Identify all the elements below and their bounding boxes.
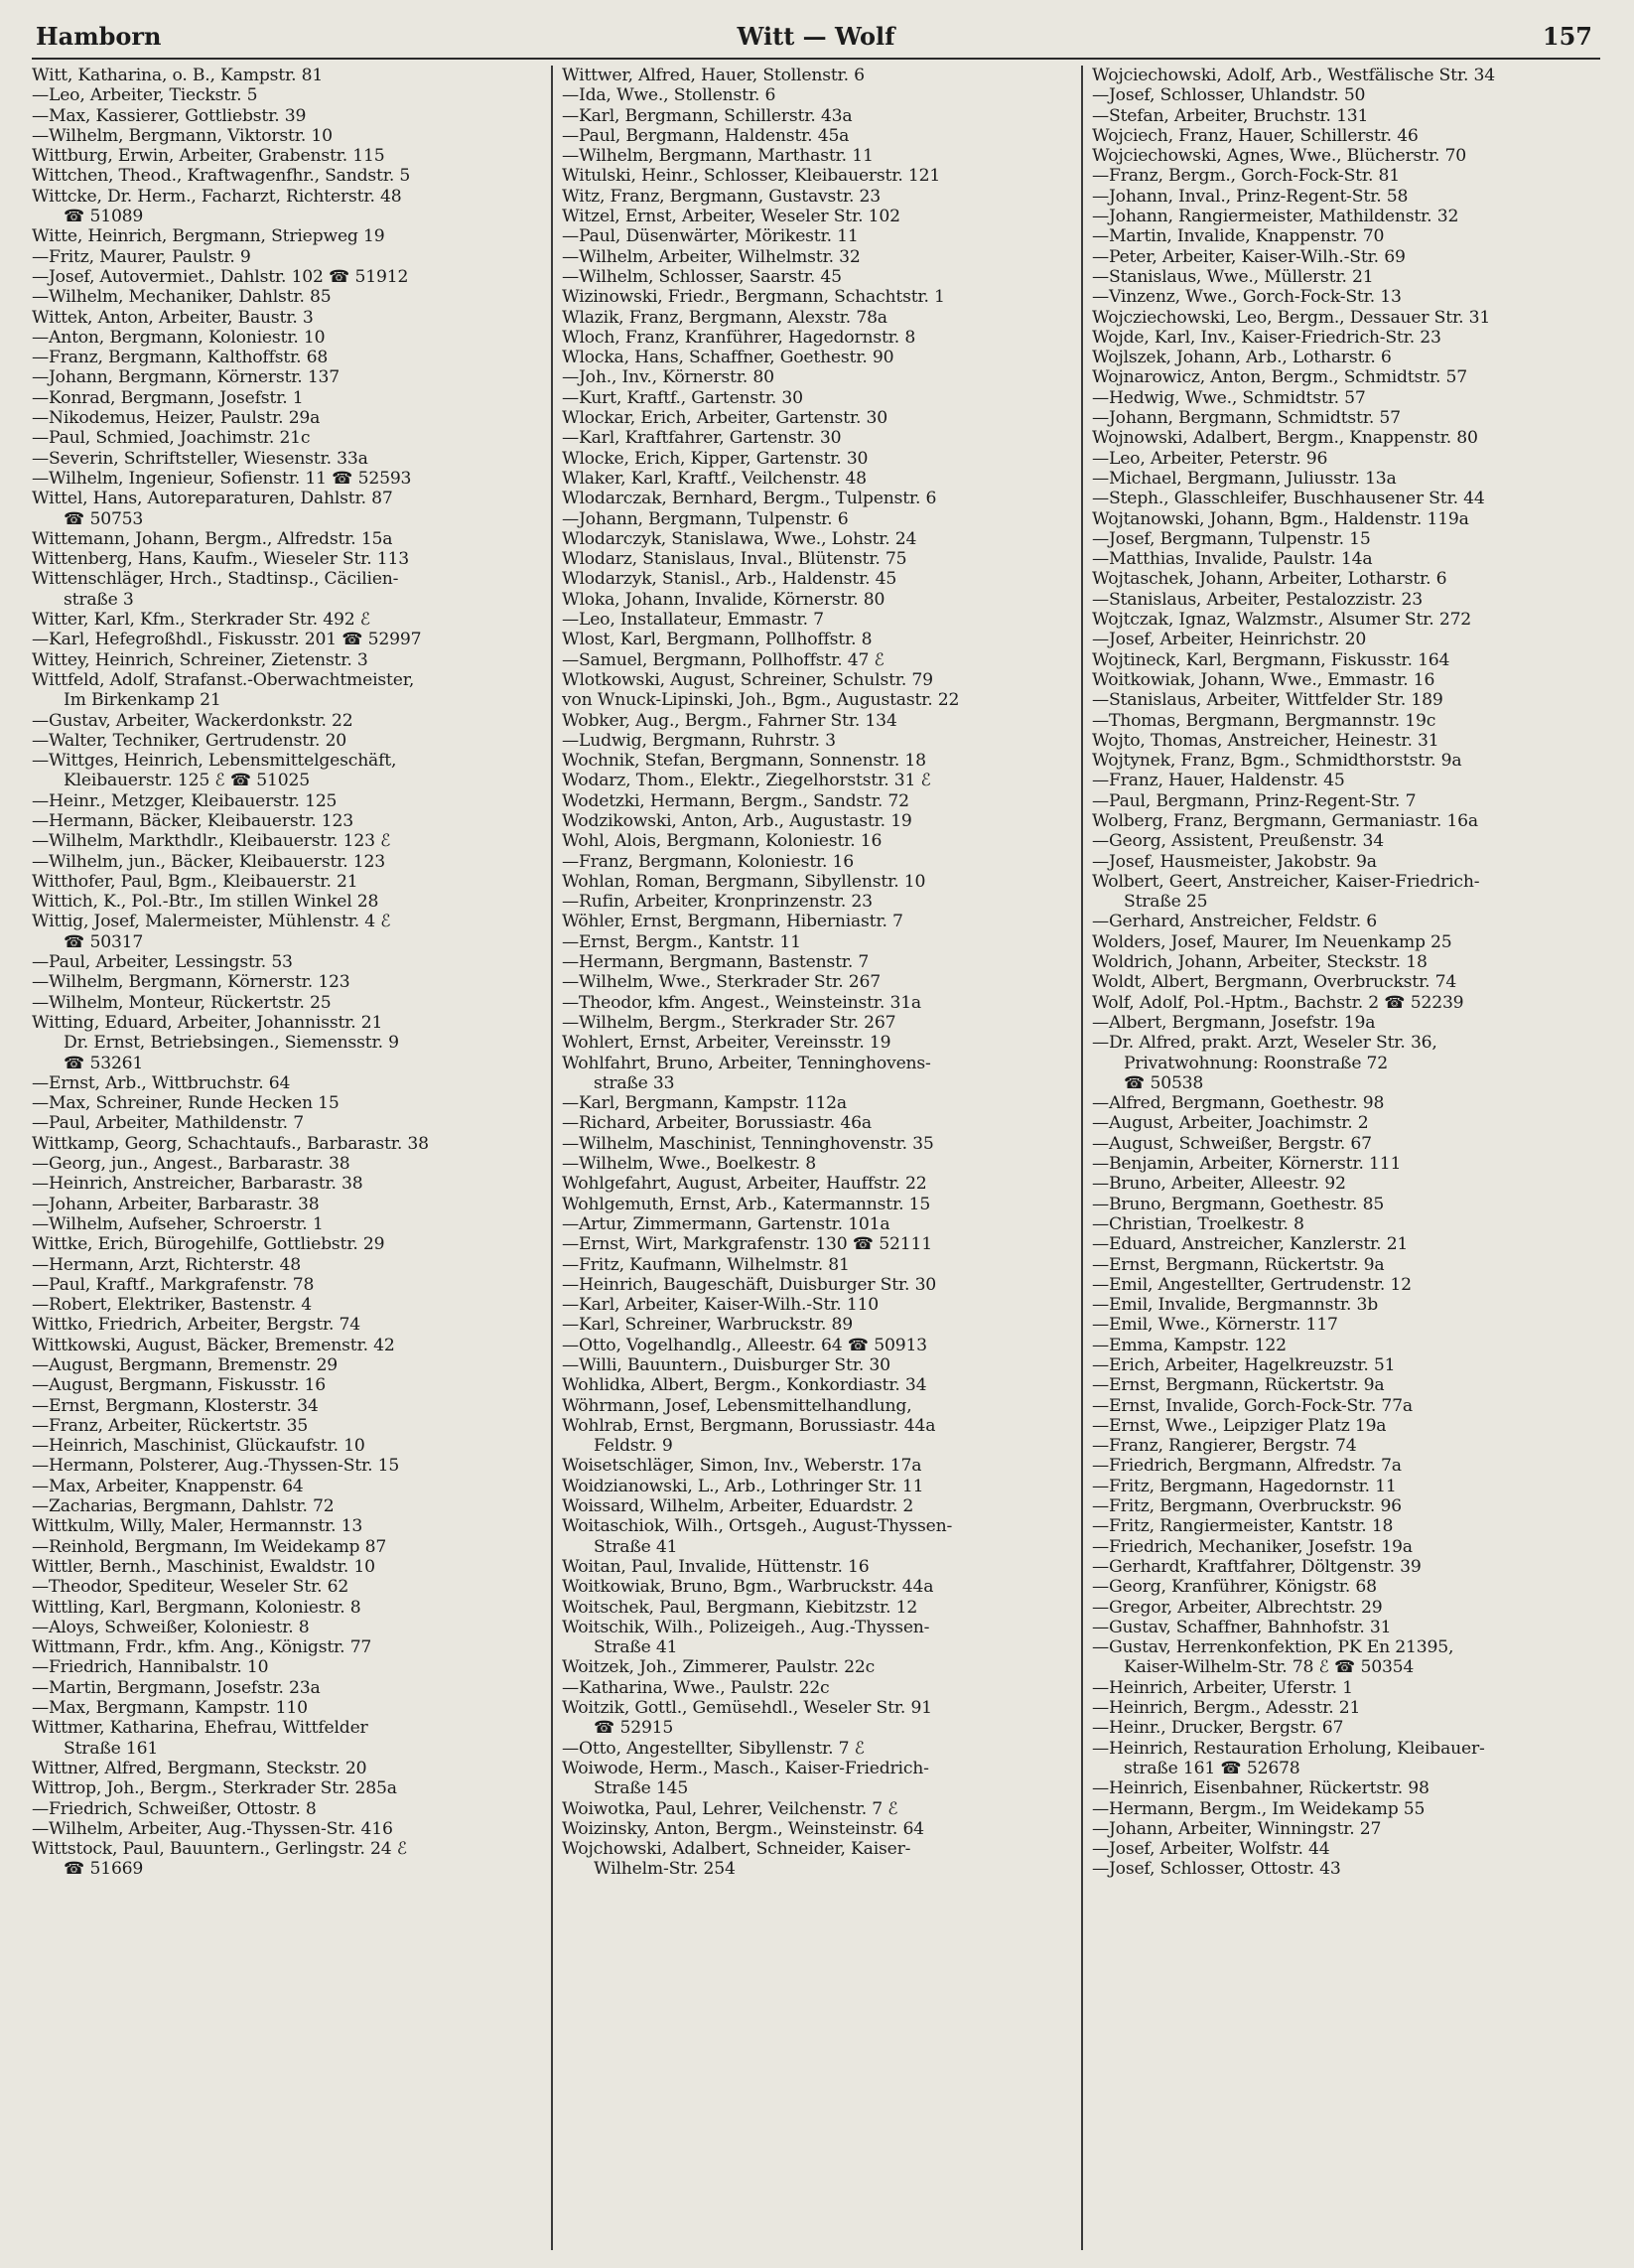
directory-entry: Witthofer, Paul, Bgm., Kleibauerstr. 21 xyxy=(32,871,358,892)
directory-entry: —Richard, Arbeiter, Borussiastr. 46a xyxy=(562,1113,872,1134)
directory-entry: Wizinowski, Friedr., Bergmann, Schachtstr. 1 xyxy=(562,287,945,308)
directory-entry: Wittemann, Johann, Bergm., Alfredstr. 15a xyxy=(32,528,393,549)
directory-entry: Woitan, Paul, Invalide, Hüttenstr. 16 xyxy=(562,1556,870,1577)
directory-entry: —Max, Schreiner, Runde Hecken 15 xyxy=(32,1093,340,1114)
directory-entry: Wittmann, Frdr., kfm. Ang., Königstr. 77 xyxy=(32,1637,372,1658)
directory-entry: —Severin, Schriftsteller, Wiesenstr. 33a xyxy=(32,448,368,469)
directory-entry: Wochnik, Stefan, Bergmann, Sonnenstr. 18 xyxy=(562,751,926,772)
directory-entry: Feldstr. 9 xyxy=(594,1436,673,1457)
directory-entry: —Josef, Schlosser, Uhlandstr. 50 xyxy=(1092,85,1366,106)
directory-entry: —Fritz, Bergmann, Hagedornstr. 11 xyxy=(1092,1476,1397,1496)
directory-entry: Wittkowski, August, Bäcker, Bremenstr. 42 xyxy=(32,1335,395,1355)
directory-entry: —Heinrich, Maschinist, Glückaufstr. 10 xyxy=(32,1436,365,1457)
directory-entry: —Hermann, Arzt, Richterstr. 48 xyxy=(32,1254,301,1275)
directory-entry: —Nikodemus, Heizer, Paulstr. 29a xyxy=(32,408,321,429)
directory-entry: Wöhrmann, Josef, Lebensmittelhandlung, xyxy=(562,1395,912,1416)
directory-entry: Wlodarz, Stanislaus, Inval., Blütenstr. 75 xyxy=(562,549,907,570)
directory-entry: Woitschek, Paul, Bergmann, Kiebitzstr. 12 xyxy=(562,1597,918,1618)
directory-entry: —August, Bergmann, Bremenstr. 29 xyxy=(32,1355,339,1375)
directory-entry: Wittwer, Alfred, Hauer, Stollenstr. 6 xyxy=(562,66,865,85)
directory-entry: —Johann, Arbeiter, Winningstr. 27 xyxy=(1092,1818,1382,1839)
directory-entry: —Emil, Wwe., Körnerstr. 117 xyxy=(1092,1315,1338,1336)
directory-entry: —Wilhelm, Bergm., Sterkrader Str. 267 xyxy=(562,1012,896,1033)
directory-entry: —Emil, Invalide, Bergmannstr. 3b xyxy=(1092,1295,1379,1316)
directory-entry: straße 3 xyxy=(64,589,134,610)
directory-entry: Wojciechowski, Agnes, Wwe., Blücherstr. 70 xyxy=(1092,146,1466,167)
directory-entry: Wolf, Adolf, Pol.-Hptm., Bachstr. 2 ☎ 52239 xyxy=(1092,992,1464,1013)
directory-entry: —Vinzenz, Wwe., Gorch-Fock-Str. 13 xyxy=(1092,287,1402,308)
directory-entry: Witter, Karl, Kfm., Sterkrader Str. 492 ℰ xyxy=(32,610,370,631)
directory-entry: Wobker, Aug., Bergm., Fahrner Str. 134 xyxy=(562,710,897,731)
directory-entry: —Stanislaus, Arbeiter, Pestalozzistr. 23 xyxy=(1092,589,1423,610)
directory-entry: Straße 25 xyxy=(1124,892,1208,913)
directory-entry: —Dr. Alfred, prakt. Arzt, Weseler Str. 36, xyxy=(1092,1033,1437,1054)
directory-entry: —Paul, Düsenwärter, Mörikestr. 11 xyxy=(562,226,859,247)
directory-entry: —Zacharias, Bergmann, Dahlstr. 72 xyxy=(32,1496,335,1517)
directory-entry: —Wilhelm, Wwe., Boelkestr. 8 xyxy=(562,1154,816,1175)
directory-entry: ☎ 51669 xyxy=(64,1859,144,1880)
directory-entry: Wittstock, Paul, Bauuntern., Gerlingstr. 24 ℰ xyxy=(32,1839,407,1860)
directory-entry: —August, Schweißer, Bergstr. 67 xyxy=(1092,1133,1372,1154)
header-city: Hamborn xyxy=(36,22,162,51)
directory-entry: —Alfred, Bergmann, Goethestr. 98 xyxy=(1092,1093,1385,1114)
directory-entry: —Thomas, Bergmann, Bergmannstr. 19c xyxy=(1092,710,1436,731)
directory-entry: —Friedrich, Hannibalstr. 10 xyxy=(32,1657,269,1678)
directory-entry: —Karl, Bergmann, Kampstr. 112a xyxy=(562,1093,847,1114)
directory-entry: Woldrich, Johann, Arbeiter, Steckstr. 18 xyxy=(1092,952,1428,973)
directory-entry: Wlockar, Erich, Arbeiter, Gartenstr. 30 xyxy=(562,408,887,429)
directory-entry: —Hedwig, Wwe., Schmidtstr. 57 xyxy=(1092,387,1366,408)
directory-entry: —Heinr., Drucker, Bergstr. 67 xyxy=(1092,1718,1344,1739)
directory-entry: —Wilhelm, Maschinist, Tenninghovenstr. 35 xyxy=(562,1133,934,1154)
directory-entry: —Albert, Bergmann, Josefstr. 19a xyxy=(1092,1012,1376,1033)
directory-entry: Wohlan, Roman, Bergmann, Sibyllenstr. 10 xyxy=(562,871,926,892)
directory-entry: Wittling, Karl, Bergmann, Koloniestr. 8 xyxy=(32,1597,361,1618)
directory-entry: Wittey, Heinrich, Schreiner, Zietenstr. 3 xyxy=(32,649,368,670)
directory-entry: Wohlgemuth, Ernst, Arb., Katermannstr. 15 xyxy=(562,1194,931,1214)
directory-entry: von Wnuck-Lipinski, Joh., Bgm., Augustastr. 22 xyxy=(562,690,960,711)
directory-entry: —Wilhelm, Arbeiter, Wilhelmstr. 32 xyxy=(562,246,861,267)
directory-entry: ☎ 52915 xyxy=(594,1718,674,1739)
directory-entry: Witte, Heinrich, Bergmann, Striepweg 19 xyxy=(32,226,385,247)
directory-entry: Wlocka, Hans, Schaffner, Goethestr. 90 xyxy=(562,348,894,368)
directory-entry: Dr. Ernst, Betriebsingen., Siemensstr. 9 xyxy=(64,1033,399,1054)
directory-entry: —Josef, Hausmeister, Jakobstr. 9a xyxy=(1092,851,1377,872)
directory-entry: —Hermann, Polsterer, Aug.-Thyssen-Str. 15 xyxy=(32,1456,400,1477)
page-number: 157 xyxy=(1542,22,1592,51)
directory-entry: —Wilhelm, Ingenieur, Sofienstr. 11 ☎ 52593 xyxy=(32,468,412,489)
directory-entry: —Wilhelm, Mechaniker, Dahlstr. 85 xyxy=(32,287,332,308)
directory-entry: Wlodarczyk, Stanislawa, Wwe., Lohstr. 24 xyxy=(562,528,917,549)
directory-entry: Kaiser-Wilhelm-Str. 78 ℰ ☎ 50354 xyxy=(1124,1657,1415,1678)
directory-entry: —Heinrich, Eisenbahner, Rückertstr. 98 xyxy=(1092,1778,1430,1799)
directory-entry: —Johann, Bergmann, Körnerstr. 137 xyxy=(32,367,340,388)
directory-entry: Wlaker, Karl, Kraftf., Veilchenstr. 48 xyxy=(562,468,867,489)
directory-entry: —Ernst, Bergm., Kantstr. 11 xyxy=(562,931,801,952)
directory-entry: —Johann, Bergmann, Tulpenstr. 6 xyxy=(562,508,849,529)
directory-entry: —Hermann, Bäcker, Kleibauerstr. 123 xyxy=(32,810,354,831)
directory-entry: ☎ 51089 xyxy=(64,207,144,227)
directory-entry: —Fritz, Rangiermeister, Kantstr. 18 xyxy=(1092,1516,1394,1537)
directory-entry: —Wilhelm, Monteur, Rückertstr. 25 xyxy=(32,992,332,1013)
directory-entry: Wittenschläger, Hrch., Stadtinsp., Cäcilien- xyxy=(32,569,399,590)
directory-entry: Witt, Katharina, o. B., Kampstr. 81 xyxy=(32,66,324,85)
directory-entry: —Franz, Rangierer, Bergstr. 74 xyxy=(1092,1436,1357,1457)
directory-entry: —Steph., Glasschleifer, Buschhausener Str. 44 xyxy=(1092,489,1485,509)
directory-entry: Wojnarowicz, Anton, Bergm., Schmidtstr. 57 xyxy=(1092,367,1467,388)
directory-entry: Woidzianowski, L., Arb., Lothringer Str. 11 xyxy=(562,1476,924,1496)
directory-entry: —Heinrich, Anstreicher, Barbarastr. 38 xyxy=(32,1174,363,1195)
directory-entry: Privatwohnung: Roonstraße 72 xyxy=(1124,1053,1389,1073)
directory-entry: straße 161 ☎ 52678 xyxy=(1124,1758,1300,1778)
directory-entry: —Emma, Kampstr. 122 xyxy=(1092,1335,1287,1355)
directory-entry: —August, Bergmann, Fiskusstr. 16 xyxy=(32,1375,327,1396)
directory-entry: Wojtczak, Ignaz, Walzmstr., Alsumer Str. 272 xyxy=(1092,610,1472,631)
directory-entry: —Theodor, kfm. Angest., Weinsteinstr. 31a xyxy=(562,992,921,1013)
directory-entry: —Georg, Kranführer, Königstr. 68 xyxy=(1092,1577,1377,1598)
directory-entry: ☎ 50753 xyxy=(64,508,144,529)
directory-entry: —Max, Arbeiter, Knappenstr. 64 xyxy=(32,1476,304,1496)
directory-entry: Wojto, Thomas, Anstreicher, Heinestr. 31 xyxy=(1092,730,1439,751)
directory-entry: Wojciech, Franz, Hauer, Schillerstr. 46 xyxy=(1092,125,1419,146)
directory-entry: Woitaschiok, Wilh., Ortsgeh., August-Thyssen- xyxy=(562,1516,953,1537)
directory-entry: —Ernst, Bergmann, Rückertstr. 9a xyxy=(1092,1254,1385,1275)
directory-entry: —Wilhelm, Arbeiter, Aug.-Thyssen-Str. 416 xyxy=(32,1818,393,1839)
directory-entry: Wittkulm, Willy, Maler, Hermannstr. 13 xyxy=(32,1516,363,1537)
directory-entry: Wittcke, Dr. Herm., Facharzt, Richterstr. 48 xyxy=(32,186,402,207)
directory-entry: —Peter, Arbeiter, Kaiser-Wilh.-Str. 69 xyxy=(1092,246,1406,267)
directory-entry: Witulski, Heinr., Schlosser, Kleibauerstr. 121 xyxy=(562,166,941,187)
directory-columns xyxy=(32,66,1602,2250)
directory-entry: —Bruno, Arbeiter, Alleestr. 92 xyxy=(1092,1174,1346,1195)
directory-entry: —Martin, Invalide, Knappenstr. 70 xyxy=(1092,226,1385,247)
directory-entry: —Friedrich, Schweißer, Ottostr. 8 xyxy=(32,1798,317,1819)
directory-entry: Kleibauerstr. 125 ℰ ☎ 51025 xyxy=(64,771,310,791)
directory-entry: —Wilhelm, Bergmann, Viktorstr. 10 xyxy=(32,125,333,146)
directory-entry: —Georg, Assistent, Preußenstr. 34 xyxy=(1092,831,1384,852)
directory-entry: Wojlszek, Johann, Arb., Lotharstr. 6 xyxy=(1092,348,1392,368)
directory-entry: Wittig, Josef, Malermeister, Mühlenstr. 4 ℰ xyxy=(32,912,391,932)
directory-entry: —Christian, Troelkestr. 8 xyxy=(1092,1213,1304,1234)
directory-entry: —Ernst, Wwe., Leipziger Platz 19a xyxy=(1092,1415,1387,1436)
directory-entry: —Gregor, Arbeiter, Albrechtstr. 29 xyxy=(1092,1597,1383,1618)
directory-entry: Wohlgefahrt, August, Arbeiter, Hauffstr. 22 xyxy=(562,1174,927,1195)
directory-entry: —Gustav, Herrenkonfektion, PK En 21395, xyxy=(1092,1637,1454,1658)
directory-entry: —Fritz, Bergmann, Overbruckstr. 96 xyxy=(1092,1496,1402,1517)
directory-entry: ☎ 53261 xyxy=(64,1053,144,1073)
directory-entry: —Joh., Inv., Körnerstr. 80 xyxy=(562,367,774,388)
directory-entry: Wojnowski, Adalbert, Bergm., Knappenstr. 80 xyxy=(1092,428,1478,449)
directory-entry: —Otto, Vogelhandlg., Alleestr. 64 ☎ 50913 xyxy=(562,1335,927,1355)
directory-entry: —Ernst, Wirt, Markgrafenstr. 130 ☎ 52111 xyxy=(562,1234,932,1255)
directory-entry: Woitkowiak, Johann, Wwe., Emmastr. 16 xyxy=(1092,669,1435,690)
column-2 xyxy=(562,66,1072,2250)
directory-entry: —Wilhelm, Bergmann, Marthastr. 11 xyxy=(562,146,874,167)
directory-entry: ☎ 50538 xyxy=(1124,1072,1204,1093)
directory-entry: Wohlert, Ernst, Arbeiter, Vereinsstr. 19 xyxy=(562,1033,891,1054)
directory-entry: —Ernst, Arb., Wittbruchstr. 64 xyxy=(32,1072,291,1093)
directory-entry: Wojciechowski, Adolf, Arb., Westfälische Str. 34 xyxy=(1092,66,1495,85)
directory-entry: Wilhelm-Str. 254 xyxy=(594,1859,736,1880)
directory-entry: Witzel, Ernst, Arbeiter, Weseler Str. 102 xyxy=(562,207,900,227)
directory-entry: Wolbert, Geert, Anstreicher, Kaiser-Friedrich- xyxy=(1092,871,1480,892)
directory-entry: —Josef, Bergmann, Tulpenstr. 15 xyxy=(1092,528,1371,549)
directory-entry: Wittner, Alfred, Bergmann, Steckstr. 20 xyxy=(32,1758,367,1778)
directory-entry: —Heinrich, Restauration Erholung, Kleibauer- xyxy=(1092,1738,1485,1759)
directory-entry: —Karl, Arbeiter, Kaiser-Wilh.-Str. 110 xyxy=(562,1295,880,1316)
directory-entry: —Willi, Bauuntern., Duisburger Str. 30 xyxy=(562,1355,890,1375)
directory-entry: —Leo, Arbeiter, Peterstr. 96 xyxy=(1092,448,1328,469)
directory-entry: Wodetzki, Hermann, Bergm., Sandstr. 72 xyxy=(562,790,909,811)
header-name-range: Witt — Wolf xyxy=(737,22,895,51)
directory-entry: Witz, Franz, Bergmann, Gustavstr. 23 xyxy=(562,186,881,207)
directory-entry: —Franz, Arbeiter, Rückertstr. 35 xyxy=(32,1415,309,1436)
directory-entry: —Max, Kassierer, Gottliebstr. 39 xyxy=(32,105,307,126)
directory-entry: Im Birkenkamp 21 xyxy=(64,690,221,711)
directory-entry: Wodarz, Thom., Elektr., Ziegelhorststr. 31 ℰ xyxy=(562,771,931,791)
page-header xyxy=(32,18,1600,60)
directory-entry: Wojtanowski, Johann, Bgm., Haldenstr. 119a xyxy=(1092,508,1469,529)
directory-entry: Wlocke, Erich, Kipper, Gartenstr. 30 xyxy=(562,448,869,469)
directory-entry: —Franz, Bergmann, Kalthoffstr. 68 xyxy=(32,348,329,368)
directory-entry: —Theodor, Spediteur, Weseler Str. 62 xyxy=(32,1577,349,1598)
directory-entry: —Wittges, Heinrich, Lebensmittelgeschäft, xyxy=(32,751,397,772)
directory-entry: —Bruno, Bergmann, Goethestr. 85 xyxy=(1092,1194,1385,1214)
column-3 xyxy=(1092,66,1602,2250)
directory-entry: —Franz, Hauer, Haldenstr. 45 xyxy=(1092,771,1345,791)
directory-entry: —Heinrich, Baugeschäft, Duisburger Str. 30 xyxy=(562,1274,937,1295)
directory-entry: —Paul, Bergmann, Haldenstr. 45a xyxy=(562,125,850,146)
column-1 xyxy=(32,66,542,2250)
directory-entry: straße 33 xyxy=(594,1072,675,1093)
directory-entry: Straße 41 xyxy=(594,1536,678,1557)
directory-entry: Wloch, Franz, Kranführer, Hagedornstr. 8 xyxy=(562,327,916,348)
directory-entry: Wojtynek, Franz, Bgm., Schmidthorststr. 9a xyxy=(1092,751,1462,772)
directory-entry: Wlazik, Franz, Bergmann, Alexstr. 78a xyxy=(562,307,887,328)
directory-entry: —Robert, Elektriker, Bastenstr. 4 xyxy=(32,1295,312,1316)
directory-entry: Wohlidka, Albert, Bergm., Konkordiastr. 34 xyxy=(562,1375,927,1396)
directory-entry: —Ludwig, Bergmann, Ruhrstr. 3 xyxy=(562,730,836,751)
directory-entry: —Stanislaus, Arbeiter, Wittfelder Str. 189 xyxy=(1092,690,1443,711)
directory-entry: —Stanislaus, Wwe., Müllerstr. 21 xyxy=(1092,266,1374,287)
directory-entry: Wittburg, Erwin, Arbeiter, Grabenstr. 115 xyxy=(32,146,385,167)
directory-entry: —Paul, Schmied, Joachimstr. 21c xyxy=(32,428,311,449)
directory-entry: —Josef, Arbeiter, Heinrichstr. 20 xyxy=(1092,630,1367,650)
directory-entry: Woldt, Albert, Bergmann, Overbruckstr. 74 xyxy=(1092,972,1457,993)
directory-entry: —Gerhard, Anstreicher, Feldstr. 6 xyxy=(1092,912,1377,932)
directory-entry: —Leo, Installateur, Emmastr. 7 xyxy=(562,610,824,631)
directory-entry: —Erich, Arbeiter, Hagelkreuzstr. 51 xyxy=(1092,1355,1396,1375)
directory-entry: —Wilhelm, Wwe., Sterkrader Str. 267 xyxy=(562,972,881,993)
directory-entry: —Karl, Hefegroßhdl., Fiskusstr. 201 ☎ 52997 xyxy=(32,630,422,650)
directory-entry: Woiwode, Herm., Masch., Kaiser-Friedrich- xyxy=(562,1758,929,1778)
directory-entry: Woitzek, Joh., Zimmerer, Paulstr. 22c xyxy=(562,1657,876,1678)
directory-entry: Wohlfahrt, Bruno, Arbeiter, Tenninghovens- xyxy=(562,1053,931,1073)
directory-entry: —Johann, Inval., Prinz-Regent-Str. 58 xyxy=(1092,186,1409,207)
directory-entry: Wolberg, Franz, Bergmann, Germaniastr. 16a xyxy=(1092,810,1478,831)
directory-entry: Witting, Eduard, Arbeiter, Johannisstr. 21 xyxy=(32,1012,383,1033)
directory-entry: —Aloys, Schweißer, Koloniestr. 8 xyxy=(32,1617,310,1637)
directory-entry: Wloka, Johann, Invalide, Körnerstr. 80 xyxy=(562,589,885,610)
directory-entry: —Benjamin, Arbeiter, Körnerstr. 111 xyxy=(1092,1154,1402,1175)
directory-entry: Wittek, Anton, Arbeiter, Baustr. 3 xyxy=(32,307,314,328)
directory-entry: Woisetschläger, Simon, Inv., Weberstr. 17a xyxy=(562,1456,922,1477)
directory-entry: —Katharina, Wwe., Paulstr. 22c xyxy=(562,1677,830,1698)
directory-entry: —Heinrich, Bergm., Adesstr. 21 xyxy=(1092,1698,1361,1719)
directory-entry: —Gustav, Arbeiter, Wackerdonkstr. 22 xyxy=(32,710,353,731)
directory-entry: Wittchen, Theod., Kraftwagenfhr., Sandstr. 5 xyxy=(32,166,411,187)
directory-entry: Wodzikowski, Anton, Arb., Augustastr. 19 xyxy=(562,810,912,831)
directory-entry: —Emil, Angestellter, Gertrudenstr. 12 xyxy=(1092,1274,1412,1295)
directory-entry: Wohl, Alois, Bergmann, Koloniestr. 16 xyxy=(562,831,883,852)
directory-entry: —Paul, Bergmann, Prinz-Regent-Str. 7 xyxy=(1092,790,1417,811)
directory-entry: Wittler, Bernh., Maschinist, Ewaldstr. 10 xyxy=(32,1556,375,1577)
directory-entry: Wlost, Karl, Bergmann, Pollhoffstr. 8 xyxy=(562,630,873,650)
directory-entry: —Hermann, Bergmann, Bastenstr. 7 xyxy=(562,952,870,973)
directory-entry: Woiwotka, Paul, Lehrer, Veilchenstr. 7 ℰ xyxy=(562,1798,898,1819)
directory-entry: Wöhler, Ernst, Bergmann, Hiberniastr. 7 xyxy=(562,912,903,932)
directory-entry: —Paul, Arbeiter, Lessingstr. 53 xyxy=(32,952,293,973)
directory-entry: —Josef, Autovermiet., Dahlstr. 102 ☎ 51912 xyxy=(32,266,409,287)
directory-entry: Woitkowiak, Bruno, Bgm., Warbruckstr. 44a xyxy=(562,1577,934,1598)
directory-entry: Wojtineck, Karl, Bergmann, Fiskusstr. 164 xyxy=(1092,649,1450,670)
directory-entry: —Josef, Schlosser, Ottostr. 43 xyxy=(1092,1859,1341,1880)
directory-entry: Straße 161 xyxy=(64,1738,159,1759)
directory-entry: —Max, Bergmann, Kampstr. 110 xyxy=(32,1698,308,1719)
directory-entry: —Wilhelm, Bergmann, Körnerstr. 123 xyxy=(32,972,350,993)
directory-entry: —Paul, Arbeiter, Mathildenstr. 7 xyxy=(32,1113,304,1134)
directory-entry: —Johann, Arbeiter, Barbarastr. 38 xyxy=(32,1194,320,1214)
directory-entry: Wolders, Josef, Maurer, Im Neuenkamp 25 xyxy=(1092,931,1452,952)
directory-entry: Wittko, Friedrich, Arbeiter, Bergstr. 74 xyxy=(32,1315,361,1336)
directory-entry: —Johann, Bergmann, Schmidtstr. 57 xyxy=(1092,408,1401,429)
directory-entry: Wittich, K., Pol.-Btr., Im stillen Winkel 28 xyxy=(32,892,379,913)
directory-entry: —Ida, Wwe., Stollenstr. 6 xyxy=(562,85,776,106)
directory-entry: Wojcziechowski, Leo, Bergm., Dessauer Str. 31 xyxy=(1092,307,1491,328)
directory-entry: —Eduard, Anstreicher, Kanzlerstr. 21 xyxy=(1092,1234,1409,1255)
directory-entry: —Ernst, Bergmann, Klosterstr. 34 xyxy=(32,1395,319,1416)
directory-entry: Woitzik, Gottl., Gemüsehdl., Weseler Str. 91 xyxy=(562,1698,932,1719)
directory-entry: —Josef, Arbeiter, Wolfstr. 44 xyxy=(1092,1839,1330,1860)
directory-entry: Wittfeld, Adolf, Strafanst.-Oberwachtmeister, xyxy=(32,669,415,690)
directory-entry: —Stefan, Arbeiter, Bruchstr. 131 xyxy=(1092,105,1369,126)
directory-entry: —Friedrich, Bergmann, Alfredstr. 7a xyxy=(1092,1456,1402,1477)
directory-entry: —Otto, Angestellter, Sibyllenstr. 7 ℰ xyxy=(562,1738,865,1759)
directory-entry: Wohlrab, Ernst, Bergmann, Borussiastr. 44a xyxy=(562,1415,936,1436)
directory-entry: —Michael, Bergmann, Juliusstr. 13a xyxy=(1092,468,1397,489)
directory-entry: —Georg, jun., Angest., Barbarastr. 38 xyxy=(32,1154,350,1175)
directory-entry: Woizinsky, Anton, Bergm., Weinsteinstr. 64 xyxy=(562,1818,924,1839)
directory-entry: —Karl, Schreiner, Warbruckstr. 89 xyxy=(562,1315,853,1336)
directory-entry: —August, Arbeiter, Joachimstr. 2 xyxy=(1092,1113,1369,1134)
directory-entry: Wittel, Hans, Autoreparaturen, Dahlstr. 87 xyxy=(32,489,393,509)
directory-entry: Wittmer, Katharina, Ehefrau, Wittfelder xyxy=(32,1718,368,1739)
directory-entry: —Franz, Bergmann, Koloniestr. 16 xyxy=(562,851,855,872)
directory-entry: —Johann, Rangiermeister, Mathildenstr. 32 xyxy=(1092,207,1459,227)
directory-entry: Wittenberg, Hans, Kaufm., Wieseler Str. 113 xyxy=(32,549,410,570)
directory-entry: Wojtaschek, Johann, Arbeiter, Lotharstr. 6 xyxy=(1092,569,1447,590)
directory-entry: Wlotkowski, August, Schreiner, Schulstr. 79 xyxy=(562,669,933,690)
directory-entry: —Friedrich, Mechaniker, Josefstr. 19a xyxy=(1092,1536,1413,1557)
directory-entry: —Rufin, Arbeiter, Kronprinzenstr. 23 xyxy=(562,892,873,913)
directory-entry: —Fritz, Kaufmann, Wilhelmstr. 81 xyxy=(562,1254,850,1275)
directory-entry: —Matthias, Invalide, Paulstr. 14a xyxy=(1092,549,1373,570)
directory-entry: —Heinr., Metzger, Kleibauerstr. 125 xyxy=(32,790,338,811)
directory-entry: —Fritz, Maurer, Paulstr. 9 xyxy=(32,246,251,267)
directory-entry: Wittkamp, Georg, Schachtaufs., Barbarastr. 38 xyxy=(32,1133,429,1154)
directory-entry: Wojde, Karl, Inv., Kaiser-Friedrich-Str. 23 xyxy=(1092,327,1441,348)
directory-entry: —Reinhold, Bergmann, Im Weidekamp 87 xyxy=(32,1536,387,1557)
directory-entry: —Ernst, Invalide, Gorch-Fock-Str. 77a xyxy=(1092,1395,1413,1416)
directory-entry: —Gustav, Schaffner, Bahnhofstr. 31 xyxy=(1092,1617,1392,1637)
directory-entry: —Wilhelm, jun., Bäcker, Kleibauerstr. 123 xyxy=(32,851,386,872)
directory-entry: —Heinrich, Arbeiter, Uferstr. 1 xyxy=(1092,1677,1353,1698)
directory-entry: —Ernst, Bergmann, Rückertstr. 9a xyxy=(1092,1375,1385,1396)
directory-entry: ☎ 50317 xyxy=(64,931,144,952)
directory-entry: —Karl, Bergmann, Schillerstr. 43a xyxy=(562,105,853,126)
directory-entry: —Franz, Bergm., Gorch-Fock-Str. 81 xyxy=(1092,166,1401,187)
column-divider xyxy=(551,66,553,2250)
directory-entry: Straße 145 xyxy=(594,1778,689,1799)
directory-entry: Wittke, Erich, Bürogehilfe, Gottliebstr. 29 xyxy=(32,1234,385,1255)
directory-entry: Woitschik, Wilh., Polizeigeh., Aug.-Thyssen- xyxy=(562,1617,930,1637)
directory-entry: —Wilhelm, Aufseher, Schroerstr. 1 xyxy=(32,1213,324,1234)
directory-entry: —Wilhelm, Markthdlr., Kleibauerstr. 123 ℰ xyxy=(32,831,391,852)
directory-entry: Wlodarczak, Bernhard, Bergm., Tulpenstr. 6 xyxy=(562,489,937,509)
directory-entry: —Wilhelm, Schlosser, Saarstr. 45 xyxy=(562,266,842,287)
directory-entry: Wlodarzyk, Stanisl., Arb., Haldenstr. 45 xyxy=(562,569,897,590)
directory-entry: Wittrop, Joh., Bergm., Sterkrader Str. 285a xyxy=(32,1778,397,1799)
directory-entry: Straße 41 xyxy=(594,1637,678,1658)
column-divider xyxy=(1081,66,1083,2250)
directory-entry: —Karl, Kraftfahrer, Gartenstr. 30 xyxy=(562,428,842,449)
directory-entry: —Kurt, Kraftf., Gartenstr. 30 xyxy=(562,387,803,408)
directory-entry: —Anton, Bergmann, Koloniestr. 10 xyxy=(32,327,326,348)
directory-entry: —Konrad, Bergmann, Josefstr. 1 xyxy=(32,387,304,408)
directory-entry: —Leo, Arbeiter, Tieckstr. 5 xyxy=(32,85,258,106)
directory-entry: —Martin, Bergmann, Josefstr. 23a xyxy=(32,1677,321,1698)
directory-entry: Wojchowski, Adalbert, Schneider, Kaiser- xyxy=(562,1839,911,1860)
directory-entry: —Gerhardt, Kraftfahrer, Döltgenstr. 39 xyxy=(1092,1556,1422,1577)
directory-entry: —Walter, Techniker, Gertrudenstr. 20 xyxy=(32,730,347,751)
directory-entry: —Paul, Kraftf., Markgrafenstr. 78 xyxy=(32,1274,315,1295)
directory-entry: —Artur, Zimmermann, Gartenstr. 101a xyxy=(562,1213,890,1234)
directory-entry: —Samuel, Bergmann, Pollhoffstr. 47 ℰ xyxy=(562,649,885,670)
directory-entry: —Hermann, Bergm., Im Weidekamp 55 xyxy=(1092,1798,1426,1819)
directory-entry: Woissard, Wilhelm, Arbeiter, Eduardstr. 2 xyxy=(562,1496,914,1517)
